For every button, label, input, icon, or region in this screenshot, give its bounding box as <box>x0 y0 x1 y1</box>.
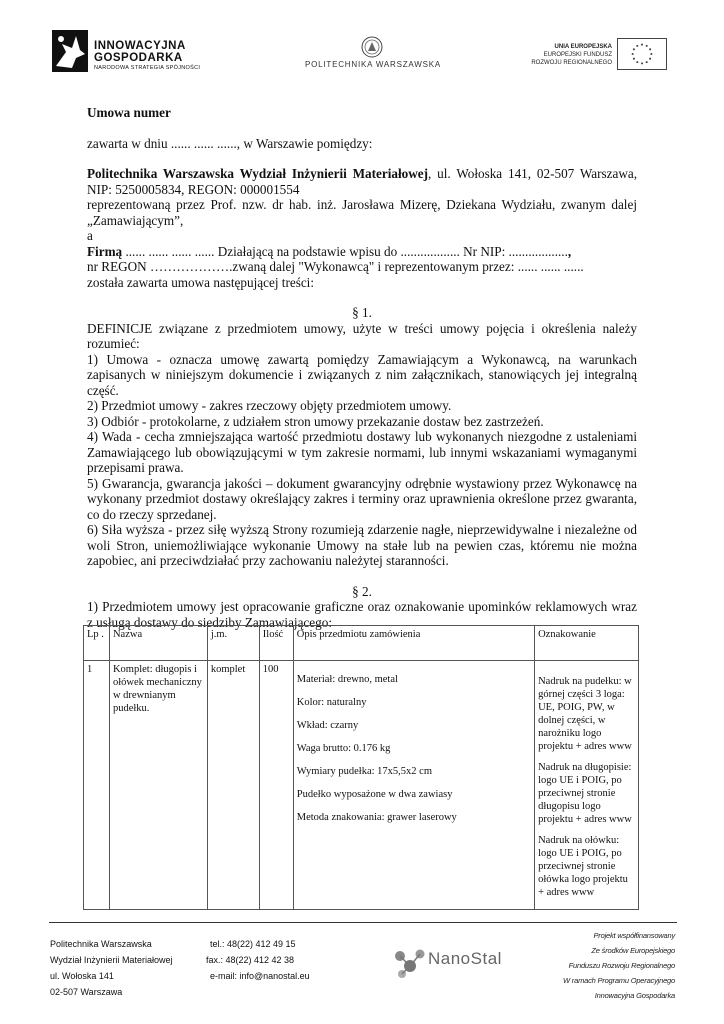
section1-intro: DEFINICJE związane z przedmiotem umowy, użyte w treści umowy pojęcia i określenia należy rozumieć: <box>87 320 637 351</box>
party1-name: Politechnika Warszawska Wydział Inżynierii Materiałowej <box>87 166 429 181</box>
project-line: Projekt współfinansowany <box>593 931 675 940</box>
header-jm: j.m. <box>207 626 259 661</box>
innowacyjna-gospodarka-text <box>94 40 200 73</box>
opis-line: Wkład: czarny <box>296 720 359 731</box>
section1-title: § 1. <box>352 305 372 320</box>
oznakowanie-item: Nadruk na pudełku: w górnej części 3 loga: UE, POIG, PW, w dolnej części, w narożniku logo projektu + adres www <box>538 676 632 752</box>
eu-star-icon <box>632 53 634 55</box>
section1-item: 3) Odbiór - protokolarne, z udziałem stron umowy przekazanie dostaw bez zastrzeżeń. <box>87 413 544 429</box>
header-ilosc: Ilość <box>259 626 293 661</box>
party1-paragraph <box>87 166 637 197</box>
ue-line2: EUROPEJSKI FUNDUSZ <box>543 52 612 58</box>
eu-star-icon <box>641 44 643 46</box>
nanostal-name: NanoStal <box>428 949 502 968</box>
project-line: W ramach Programu Operacyjnego <box>563 976 675 985</box>
eu-star-icon <box>650 53 652 55</box>
footer-address-line: Politechnika Warszawska <box>50 939 152 949</box>
ig-line3: NARODOWA STRATEGIA SPÓJNOŚCI <box>94 65 201 71</box>
opis-line: Wymiary pudełka: 17x5,5x2 cm <box>296 766 433 777</box>
cell-lp: 1 <box>84 661 110 910</box>
footer-contact <box>206 936 310 984</box>
project-line: Funduszu Rozwoju Regionalnego <box>568 961 675 970</box>
footer-address <box>50 936 172 1000</box>
party2-conclusion: została zawarta umowa następującej treści: <box>87 274 315 290</box>
cell-nazwa: Komplet: długopis i ołówek mechaniczny w drewnianym pudełku. <box>109 661 207 910</box>
cell-opis <box>293 661 534 910</box>
header-lp: Lp . <box>84 626 110 661</box>
footer-email: e-mail: info@nanostal.eu <box>210 971 310 981</box>
section1-item: 4) Wada - cecha zmniejszająca wartość przedmiotu dostawy lub wykonanych niezgodne z ustaleniami Zamawiającego lub obowiązującymi w tym zakresie normami, lub innymi wskazaniami wymaganymi przepisami prawa. <box>87 429 637 475</box>
eu-star-icon <box>646 45 648 47</box>
ue-text <box>500 43 612 67</box>
section2-title: § 2. <box>352 583 372 599</box>
contract-intro: zawarta w dniu ...... ...... ......, w Warszawie pomiędzy: <box>87 135 373 151</box>
opis-line: Pudełko wyposażone w dwa zawiasy <box>296 789 453 800</box>
opis-line: Metoda znakowania: grawer laserowy <box>296 812 457 823</box>
footer-tel: tel.: 48(22) 412 49 15 <box>210 939 296 949</box>
header-opis: Opis przedmiotu zamówienia <box>293 626 534 661</box>
table-header-row <box>84 626 639 661</box>
oznakowanie-item: Nadruk na ołówku: logo UE i POIG, po przeciwnej stronie ołówka logo projektu + adres www <box>538 835 628 898</box>
header-nazwa: Nazwa <box>109 626 207 661</box>
project-cofinancing <box>520 928 675 1003</box>
section1-item: 5) Gwarancja, gwarancja jakości – dokument gwarancyjny odrębnie wystawiony przez Wykonawcę na wykonany przedmiot dostawy określający zakres i terminy oraz uprawnienia określone przez gwaranta, co do rzeczy sprzedanej. <box>87 475 637 522</box>
eu-star-icon <box>649 58 651 60</box>
eu-star-icon <box>636 61 638 63</box>
opis-line: Materiał: drewno, metal <box>296 674 398 685</box>
cell-jm: komplet <box>207 661 259 910</box>
eu-flag-icon <box>617 38 667 70</box>
opis-line: Kolor: naturalny <box>296 697 367 708</box>
party1-representative: reprezentowaną przez Prof. nzw. dr hab. inż. Jarosława Mizerę, Dziekana Wydziału, zwanym dalej „Zamawiającym”, <box>87 197 637 228</box>
project-line: Innowacyjna Gospodarka <box>594 991 675 1000</box>
party2-regon: nr REGON ……………….zwaną dalej "Wykonawcą" i reprezentowanym przez: ...... ...... ...... <box>87 259 584 274</box>
footer-address-line: Wydział Inżynierii Materiałowej <box>50 955 173 965</box>
eu-star-icon <box>641 62 643 64</box>
table-row <box>84 661 639 910</box>
footer-address-line: ul. Wołoska 141 <box>50 971 114 981</box>
politechnika-seal-icon <box>361 36 383 58</box>
cell-ilosc: 100 <box>259 661 293 910</box>
eu-star-icon <box>636 45 638 47</box>
ig-line2: GOSPODARKA <box>94 52 183 64</box>
oznakowanie-item: Nadruk na długopisie: logo UE i POIG, po przeciwnej stronie długopisu logo projektu + adres www <box>538 762 632 825</box>
conjunction-a: a <box>87 228 93 243</box>
eu-star-icon <box>649 48 651 50</box>
items-table <box>83 625 639 910</box>
party2-comma: , <box>567 243 572 259</box>
eu-star-icon <box>633 58 635 60</box>
section1-item: 2) Przedmiot umowy - zakres rzeczowy objęty przedmiotem umowy. <box>87 398 452 413</box>
cell-oznakowanie <box>535 661 639 910</box>
party1-address: , ul. Wołoska 141, 02-507 Warszawa, NIP: 5250005834, REGON: 000001554 <box>87 166 638 197</box>
ig-line1: INNOWACYJNA <box>94 40 186 52</box>
footer-divider <box>49 922 677 923</box>
opis-line: Waga brutto: 0.176 kg <box>296 743 391 754</box>
header-oznakowanie: Oznakowanie <box>535 626 639 661</box>
footer-fax: fax.: 48(22) 412 42 38 <box>206 955 295 965</box>
party2-text: ...... ...... ...... ...... Działającą na podstawie wpisu do .................. Nr NIP: .................. <box>122 243 568 259</box>
contract-body <box>87 100 637 630</box>
party2-label: Firmą <box>87 243 123 259</box>
project-line: Ze środków Europejskiego <box>591 946 675 955</box>
ue-line1: UNIA EUROPEJSKA <box>554 44 612 50</box>
section1-item: 6) Siła wyższa - przez siłę wyższą Strony rozumieją zdarzenie nagłe, nieprzewidywalne i niezależne od woli Stron, uniemożliwiające wykonanie Umowy na stałe lub na pewien czas, któremu nie można zapobiec, ani przeciwdziałać przy zachowaniu należytej staranności. <box>87 522 637 568</box>
party2-paragraph <box>87 244 637 260</box>
eu-star-icon <box>633 48 635 50</box>
section1-item: 1) Umowa - oznacza umowę zawartą pomiędzy Zamawiającym a Wykonawcą, na warunkach zapisanych w niniejszym dokumencie i związanych z nim załącznikach, stanowiących jej integralną część. <box>87 351 637 398</box>
innowacyjna-gospodarka-logo-icon <box>52 30 88 72</box>
ue-line3: ROZWOJU REGIONALNEGO <box>531 60 612 66</box>
contract-title: Umowa numer <box>87 105 171 120</box>
eu-star-icon <box>646 61 648 63</box>
footer-address-line: 02-507 Warszawa <box>50 987 123 997</box>
section2-paragraph: 1) Przedmiotem umowy jest opracowanie graficzne oraz oznakowanie upominków reklamowych wraz z usługą dostawy do siedziby Zamawiającego: <box>87 599 637 630</box>
politechnika-name: POLITECHNIKA WARSZAWSKA <box>304 60 442 69</box>
page-header <box>0 0 724 90</box>
